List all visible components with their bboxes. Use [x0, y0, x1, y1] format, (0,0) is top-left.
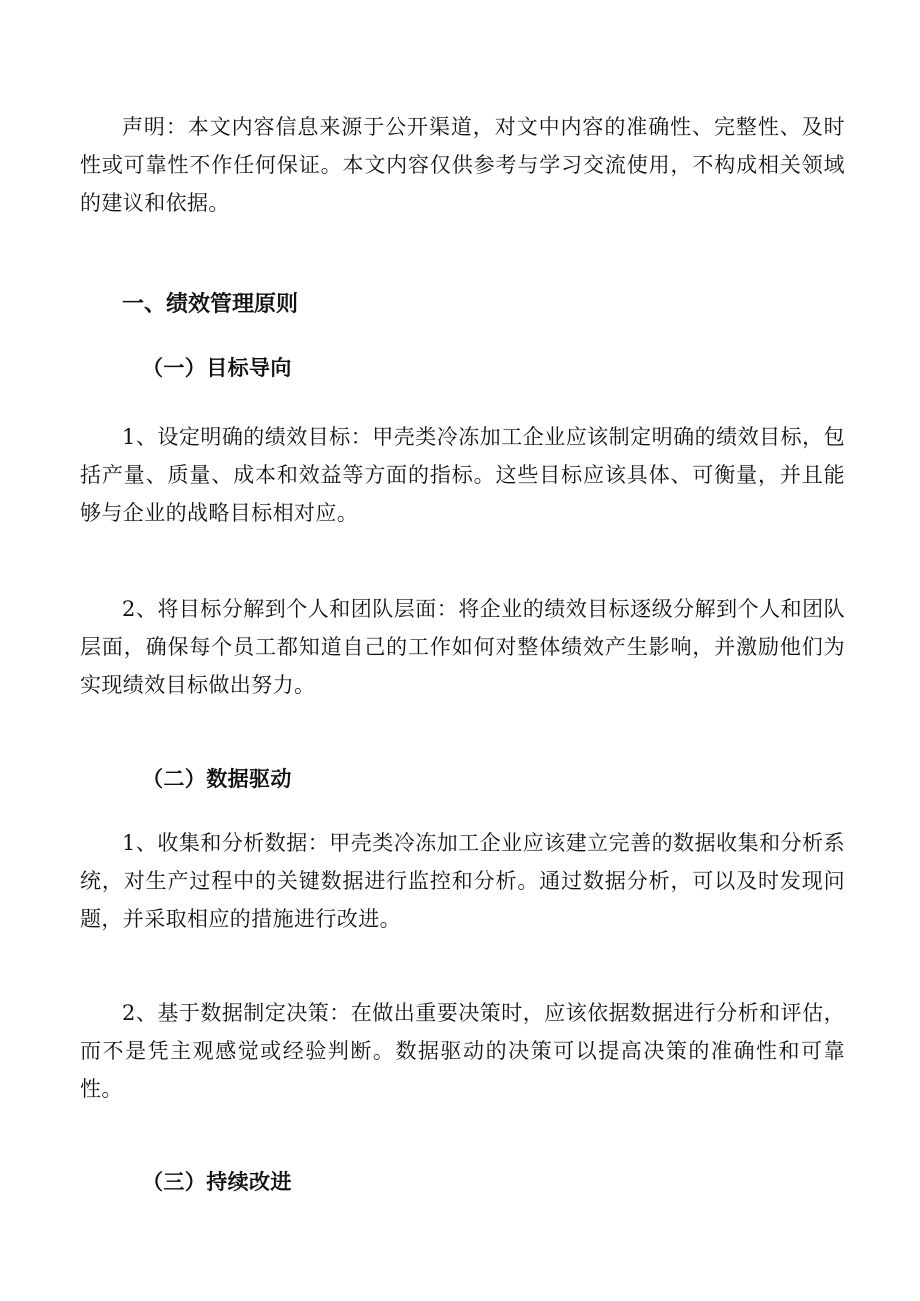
- paragraph-set-goals: 1、设定明确的绩效目标：甲壳类冷冻加工企业应该制定明确的绩效目标，包括产量、质量、成本和效益等方面的指标。这些目标应该具体、可衡量，并且能够与企业的战略目标相对应。: [80, 425, 845, 525]
- paragraph-decompose-goals: 2、将目标分解到个人和团队层面：将企业的绩效目标逐级分解到个人和团队层面，确保每个员工都知道自己的工作如何对整体绩效产生影响，并激励他们为实现绩效目标做出努力。: [80, 597, 845, 697]
- paragraph-collect-data: 1、收集和分析数据：甲壳类冷冻加工企业应该建立完善的数据收集和分析系统，对生产过程中的关键数据进行监控和分析。通过数据分析，可以及时发现问题，并采取相应的措施进行改进。: [80, 831, 845, 931]
- subheading-data-driven: （二）数据驱动: [142, 766, 292, 791]
- subheading-goal-oriented: （一）目标导向: [142, 355, 292, 380]
- disclaimer-paragraph: 声明：本文内容信息来源于公开渠道，对文中内容的准确性、完整性、及时性或可靠性不作任何保证。本文内容仅供参考与学习交流使用，不构成相关领域的建议和依据。: [80, 115, 845, 215]
- subheading-continuous-improvement: （三）持续改进: [142, 1169, 292, 1194]
- paragraph-data-decisions: 2、基于数据制定决策：在做出重要决策时，应该依据数据进行分析和评估，而不是凭主观感觉或经验判断。数据驱动的决策可以提高决策的准确性和可靠性。: [80, 1001, 845, 1101]
- section-heading-performance-principles: 一、绩效管理原则: [122, 292, 299, 317]
